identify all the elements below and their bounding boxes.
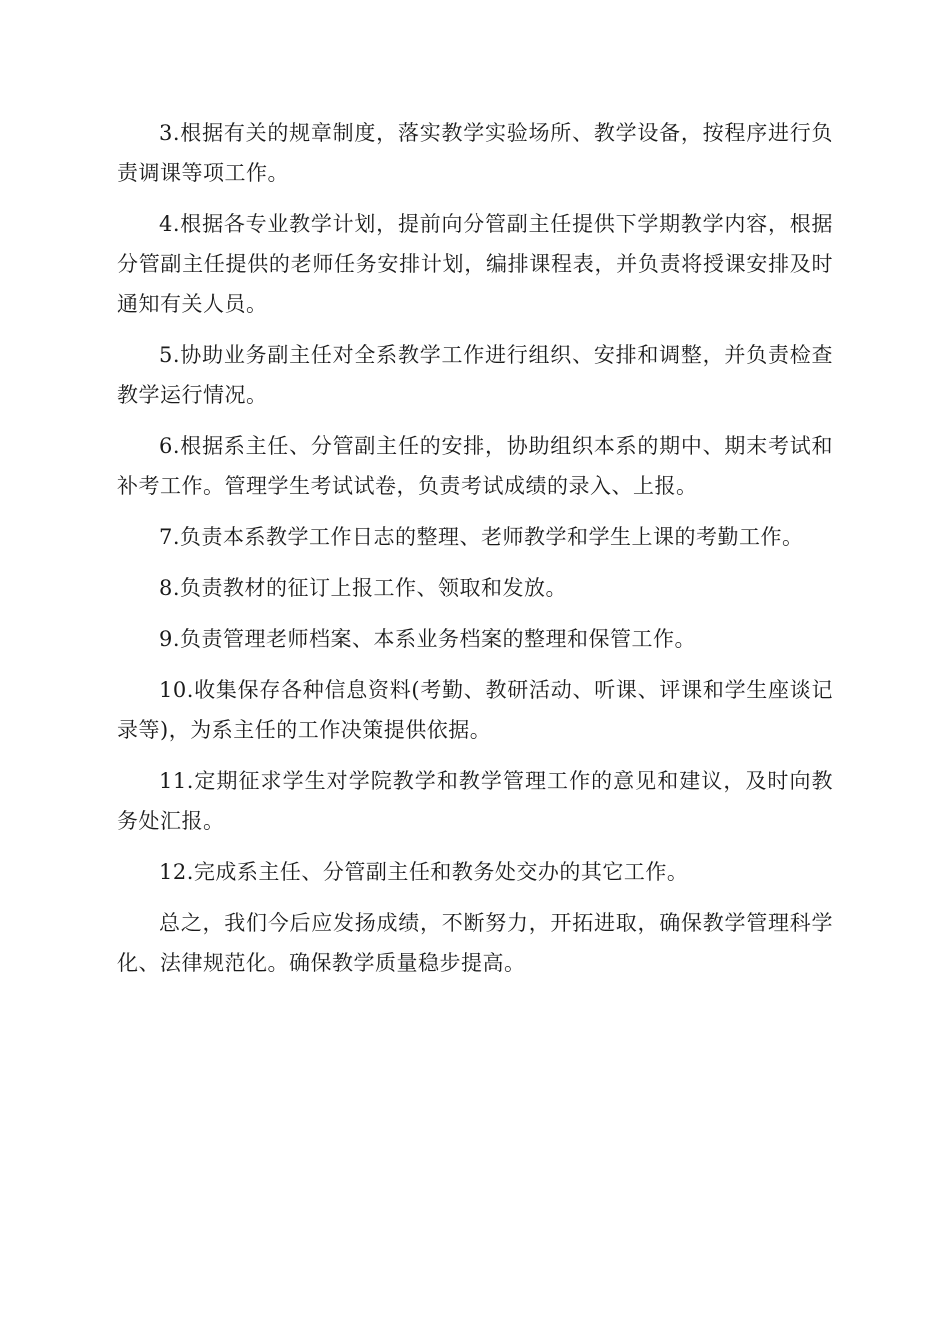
paragraph-item-11: 11.定期征求学生对学院教学和教学管理工作的意见和建议，及时向教务处汇报。 [117, 769, 833, 833]
paragraph-conclusion: 总之，我们今后应发扬成绩，不断努力，开拓进取，确保教学管理科学化、法律规范化。确保教学质量稳步提高。 [117, 911, 833, 975]
paragraph-item-3: 3.根据有关的规章制度，落实教学实验场所、教学设备，按程序进行负责调课等项工作。 [117, 121, 833, 185]
paragraph-item-8: 8.负责教材的征订上报工作、领取和发放。 [159, 576, 568, 600]
document-body [117, 113, 833, 994]
paragraph-item-10: 10.收集保存各种信息资料(考勤、教研活动、听课、评课和学生座谈记录等)，为系主任的工作决策提供依据。 [117, 678, 833, 742]
paragraph-item-5: 5.协助业务副主任对全系教学工作进行组织、安排和调整，并负责检查教学运行情况。 [117, 343, 833, 407]
paragraph-item-7: 7.负责本系教学工作日志的整理、老师教学和学生上课的考勤工作。 [159, 525, 804, 549]
paragraph-item-12: 12.完成系主任、分管副主任和教务处交办的其它工作。 [159, 860, 689, 884]
paragraph-item-9: 9.负责管理老师档案、本系业务档案的整理和保管工作。 [159, 627, 697, 651]
paragraph-item-4: 4.根据各专业教学计划，提前向分管副主任提供下学期教学内容，根据分管副主任提供的老师任务安排计划，编排课程表，并负责将授课安排及时通知有关人员。 [117, 212, 833, 316]
paragraph-item-6: 6.根据系主任、分管副主任的安排，协助组织本系的期中、期末考试和补考工作。管理学生考试试卷，负责考试成绩的录入、上报。 [117, 434, 833, 498]
